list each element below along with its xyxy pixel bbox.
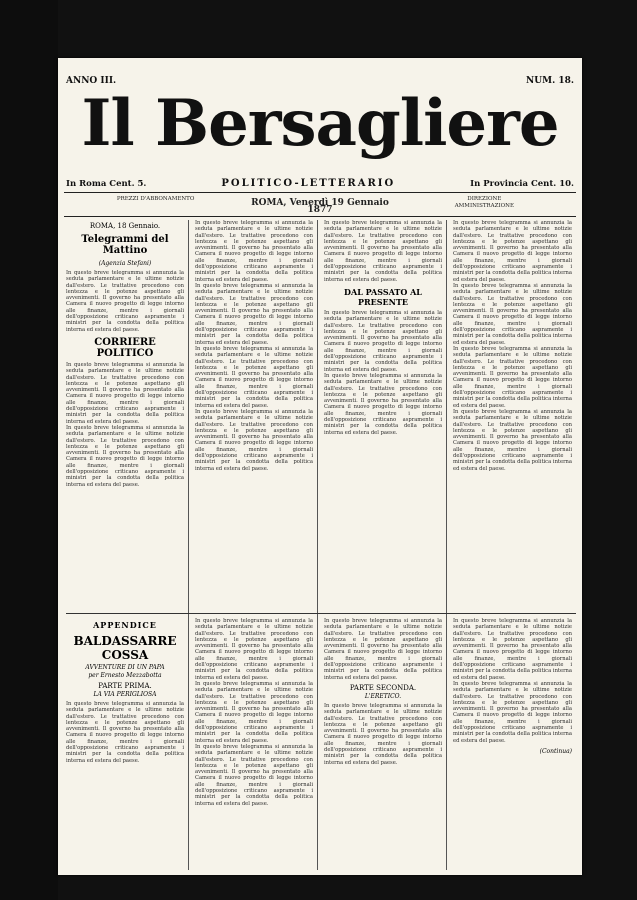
novel-author: per Ernesto Mezzabotta [88,672,162,679]
newspaper-title: Il Bersagliere [81,86,559,161]
anno-label: ANNO III. [66,76,117,86]
newspaper-subtitle: POLITICO-LETTERARIO [221,178,396,189]
info-bar [66,196,574,214]
article-text: In questo breve telegramma si annunzia la seduta parlamentare e le ultime notizie dall'estero. Le trattative procedono con lentezza e le potenze aspettano gli avvenimenti. Il governo ha presentato alla Camera il nuovo progetto di legge intorno alle finanze, mentre i giornali dell'opposizione criticano aspramente i ministri per la condotta della politica interna ed estera del paese. [453,282,572,346]
price-province: In Provincia Cent. 10. [470,178,574,189]
agency-label: (Agenzia Stefani) [98,260,152,267]
novel-title: BALDASSARRE COSSA [73,634,177,662]
serial-text: In questo breve telegramma si annunzia la seduta parlamentare e le ultime notizie dall'estero. Le trattative procedono con lentezza e le potenze aspettano gli avvenimenti. Il governo ha presentato alla Camera il nuovo progetto di legge intorno alle finanze, mentre i giornali dell'opposizione criticano aspramente i ministri per la condotta della politica interna ed estera del paese. [195,618,313,681]
serial-text: In questo breve telegramma si annunzia la seduta parlamentare e le ultime notizie dall'estero. Le trattative procedono con lentezza e le potenze aspettano gli avvenimenti. Il governo ha presentato alla Camera il nuovo progetto di legge intorno alle finanze, mentre i giornali dell'opposizione criticano aspramente i ministri per la condotta della politica interna ed estera del paese. [195,743,313,807]
chapter-one: LA VIA PERIGLIOSA [93,691,157,698]
appendix-rule [66,613,576,614]
scan-border [0,0,58,900]
info-rule [64,216,576,217]
serial-text: In questo breve telegramma si annunzia la seduta parlamentare e le ultime notizie dall'estero. Le trattative procedono con lentezza e le potenze aspettano gli avvenimenti. Il governo ha presentato alla Camera il nuovo progetto di legge intorno alle finanze, mentre i giornali dell'opposizione criticano aspramente i ministri per la condotta della politica interna ed estera del paese. [453,618,572,681]
telegrams-heading: Telegrammi del Mattino [81,234,169,256]
novel-subtitle: AVVENTURE DI UN PAPA [85,664,165,671]
masthead-subline [66,178,574,189]
article-text: In questo breve telegramma si annunzia la seduta parlamentare e le ultime notizie dall'estero. Le trattative procedono con lentezza e le potenze aspettano gli avvenimenti. Il governo ha presentato alla Camera il nuovo progetto di legge intorno alle finanze, mentre i giornali dell'opposizione criticano aspramente i ministri per la condotta della politica interna ed estera del paese. [66,270,184,333]
masthead-rule [64,192,576,193]
article-text: In questo breve telegramma si annunzia la seduta parlamentare e le ultime notizie dall'estero. Le trattative procedono con lentezza e le potenze aspettano gli avvenimenti. Il governo ha presentato alla Camera il nuovo progetto di legge intorno alle finanze, mentre i giornali dell'opposizione criticano aspramente i ministri per la condotta della politica interna ed estera del paese. [453,345,572,409]
serial-section [66,618,576,870]
dateline: ROMA, 18 Gennaio. [89,222,161,230]
political-heading: CORRIERE POLITICO [94,336,156,359]
article-text: In questo breve telegramma si annunzia la seduta parlamentare e le ultime notizie dall'estero. Le trattative procedono con lentezza e le potenze aspettano gli avvenimenti. Il governo ha presentato alla Camera il nuovo progetto di legge intorno alle finanze, mentre i giornali dell'opposizione criticano aspramente i ministri per la condotta della politica interna ed estera del paese. [453,408,572,472]
article-text: In questo breve telegramma si annunzia la seduta parlamentare e le ultime notizie dall'estero. Le trattative procedono con lentezza e le potenze aspettano gli avvenimenti. Il governo ha presentato alla Camera il nuovo progetto di legge intorno alle finanze, mentre i giornali dell'opposizione criticano aspramente i ministri per la condotta della politica interna ed estera del paese. [195,220,313,283]
serial-column-3 [324,618,447,870]
num-label: NUM. 18. [526,76,574,86]
serial-column-1 [66,618,189,870]
chapter-two: L'ERETICO. [364,692,402,700]
past-present-heading: DAL PASSATO AL PRESENTE [344,286,422,307]
administration-heading: AMMINISTRAZIONE [454,203,514,209]
continues-label: (Continua) [539,747,572,755]
subscription-heading: PREZZI D'ABBONAMENTO [116,196,195,202]
serial-text: In questo breve telegramma si annunzia la seduta parlamentare e le ultime notizie dall'estero. Le trattative procedono con lentezza e le potenze aspettano gli avvenimenti. Il governo ha presentato alla Camera il nuovo progetto di legge intorno alle finanze, mentre i giornali dell'opposizione criticano aspramente i ministri per la condotta della politica interna ed estera del paese. [195,680,313,744]
newspaper-page [58,58,582,875]
article-text: In questo breve telegramma si annunzia la seduta parlamentare e le ultime notizie dall'estero. Le trattative procedono con lentezza e le potenze aspettano gli avvenimenti. Il governo ha presentato alla Camera il nuovo progetto di legge intorno alle finanze, mentre i giornali dell'opposizione criticano aspramente i ministri per la condotta della politica interna ed estera del paese. [195,345,313,409]
masthead-topline [66,76,574,86]
serial-column-4 [453,618,576,870]
article-text: In questo breve telegramma si annunzia la seduta parlamentare e le ultime notizie dall'estero. Le trattative procedono con lentezza e le potenze aspettano gli avvenimenti. Il governo ha presentato alla Camera il nuovo progetto di legge intorno alle finanze, mentre i giornali dell'opposizione criticano aspramente i ministri per la condotta della politica interna ed estera del paese. [324,372,442,436]
serial-text: In questo breve telegramma si annunzia la seduta parlamentare e le ultime notizie dall'estero. Le trattative procedono con lentezza e le potenze aspettano gli avvenimenti. Il governo ha presentato alla Camera il nuovo progetto di legge intorno alle finanze, mentre i giornali dell'opposizione criticano aspramente i ministri per la condotta della politica interna ed estera del paese. [324,702,442,766]
article-text: In questo breve telegramma si annunzia la seduta parlamentare e le ultime notizie dall'estero. Le trattative procedono con lentezza e le potenze aspettano gli avvenimenti. Il governo ha presentato alla Camera il nuovo progetto di legge intorno alle finanze, mentre i giornali dell'opposizione criticano aspramente i ministri per la condotta della politica interna ed estera del paese. [324,309,442,373]
serial-text: In questo breve telegramma si annunzia la seduta parlamentare e le ultime notizie dall'estero. Le trattative procedono con lentezza e le potenze aspettano gli avvenimenti. Il governo ha presentato alla Camera il nuovo progetto di legge intorno alle finanze, mentre i giornali dell'opposizione criticano aspramente i ministri per la condotta della politica interna ed estera del paese. [324,618,442,681]
price-rome: In Roma Cent. 5. [66,178,147,189]
part-one: PARTE PRIMA. [98,682,152,690]
article-text: In questo breve telegramma si annunzia la seduta parlamentare e le ultime notizie dall'estero. Le trattative procedono con lentezza e le potenze aspettano gli avvenimenti. Il governo ha presentato alla Camera il nuovo progetto di legge intorno alle finanze, mentre i giornali dell'opposizione criticano aspramente i ministri per la condotta della politica interna ed estera del paese. [324,220,442,283]
part-two: PARTE SECONDA. [349,683,417,692]
appendix-label: APPENDICE [93,620,157,630]
serial-text: In questo breve telegramma si annunzia la seduta parlamentare e le ultime notizie dall'estero. Le trattative procedono con lentezza e le potenze aspettano gli avvenimenti. Il governo ha presentato alla Camera il nuovo progetto di legge intorno alle finanze, mentre i giornali dell'opposizione criticano aspramente i ministri per la condotta della politica interna ed estera del paese. [66,701,184,764]
article-text: In questo breve telegramma si annunzia la seduta parlamentare e le ultime notizie dall'estero. Le trattative procedono con lentezza e le potenze aspettano gli avvenimenti. Il governo ha presentato alla Camera il nuovo progetto di legge intorno alle finanze, mentre i giornali dell'opposizione criticano aspramente i ministri per la condotta della politica interna ed estera del paese. [195,282,313,346]
subscription-box [66,196,245,214]
article-text: In questo breve telegramma si annunzia la seduta parlamentare e le ultime notizie dall'estero. Le trattative procedono con lentezza e le potenze aspettano gli avvenimenti. Il governo ha presentato alla Camera il nuovo progetto di legge intorno alle finanze, mentre i giornali dell'opposizione criticano aspramente i ministri per la condotta della politica interna ed estera del paese. [195,408,313,472]
direction-box [395,196,574,214]
article-text: In questo breve telegramma si annunzia la seduta parlamentare e le ultime notizie dall'estero. Le trattative procedono con lentezza e le potenze aspettano gli avvenimenti. Il governo ha presentato alla Camera il nuovo progetto di legge intorno alle finanze, mentre i giornali dell'opposizione criticano aspramente i ministri per la condotta della politica interna ed estera del paese. [66,361,184,425]
direction-heading: DIREZIONE [467,196,502,202]
issue-date: ROMA, Venerdì 19 Gennaio 1877 [251,198,389,215]
serial-text: In questo breve telegramma si annunzia la seduta parlamentare e le ultime notizie dall'estero. Le trattative procedono con lentezza e le potenze aspettano gli avvenimenti. Il governo ha presentato alla Camera il nuovo progetto di legge intorno alle finanze, mentre i giornali dell'opposizione criticano aspramente i ministri per la condotta della politica interna ed estera del paese. [453,680,572,744]
serial-column-2 [195,618,318,870]
article-text: In questo breve telegramma si annunzia la seduta parlamentare e le ultime notizie dall'estero. Le trattative procedono con lentezza e le potenze aspettano gli avvenimenti. Il governo ha presentato alla Camera il nuovo progetto di legge intorno alle finanze, mentre i giornali dell'opposizione criticano aspramente i ministri per la condotta della politica interna ed estera del paese. [453,220,572,283]
article-text: In questo breve telegramma si annunzia la seduta parlamentare e le ultime notizie dall'estero. Le trattative procedono con lentezza e le potenze aspettano gli avvenimenti. Il governo ha presentato alla Camera il nuovo progetto di legge intorno alle finanze, mentre i giornali dell'opposizione criticano aspramente i ministri per la condotta della politica interna ed estera del paese. [66,424,184,488]
